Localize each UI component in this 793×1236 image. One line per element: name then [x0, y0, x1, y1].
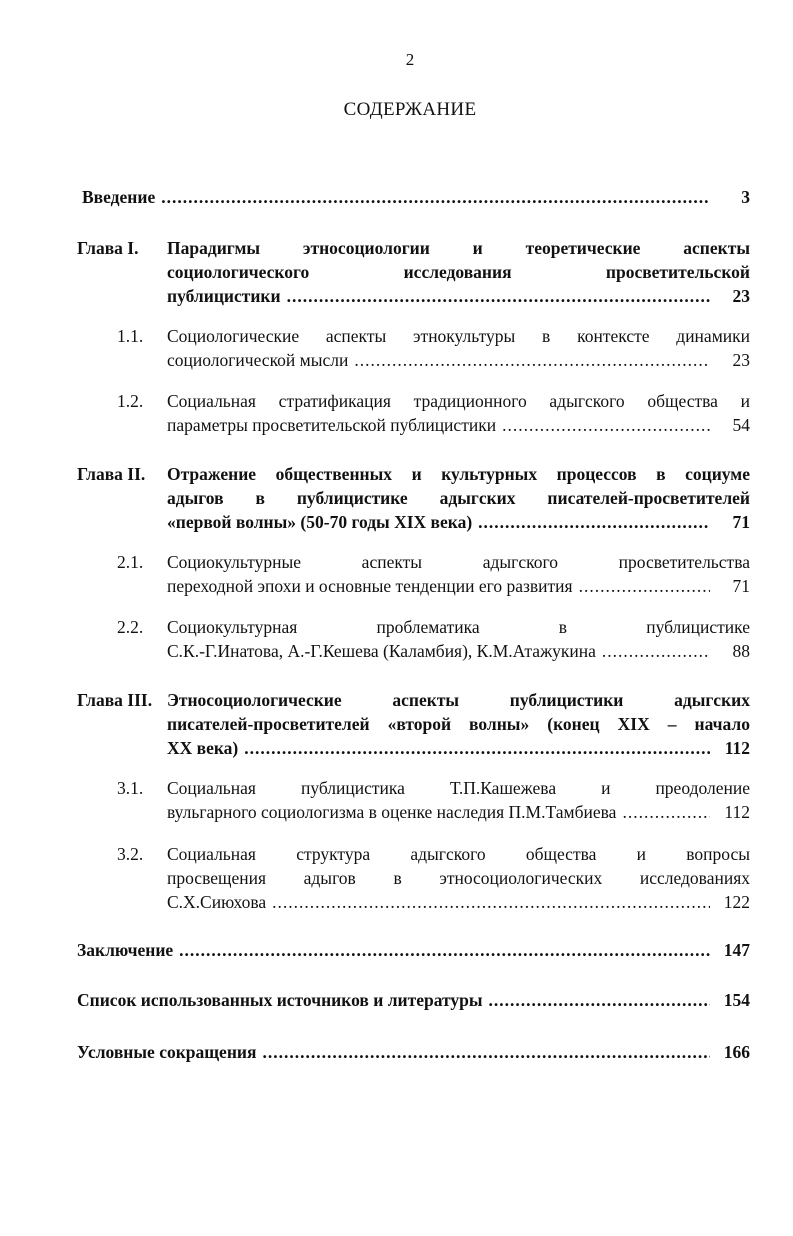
dot-leader	[478, 510, 710, 534]
toc-title-line: Социокультурная проблематика в публицистике	[167, 617, 750, 637]
toc-page-number: 3	[741, 187, 750, 207]
toc-title-line: Отражение общественных и культурных процессов в социуме	[167, 464, 750, 484]
toc-page-number: 71	[732, 576, 750, 596]
dot-leader	[244, 736, 710, 760]
toc-title-line: Парадигмы этносоциологии и теоретические аспекты	[167, 238, 750, 258]
toc-entry-conclusion	[77, 938, 750, 962]
dot-leader	[579, 574, 710, 598]
toc-page-number: 154	[723, 990, 750, 1010]
toc-chapter-1	[77, 236, 750, 308]
toc-title-line: адыгов в публицистике адыгских писателей-просветителей	[167, 488, 750, 508]
dot-leader	[262, 1040, 710, 1064]
page-number: 2	[405, 50, 415, 69]
toc-entry-title: Список использованных источников и литературы	[77, 990, 483, 1010]
section-label: 2.2.	[117, 617, 144, 637]
toc-page-number: 112	[724, 802, 750, 822]
toc-page-number: 88	[732, 641, 750, 661]
toc-title-line: Социальная публицистика Т.П.Кашежева и преодоление	[167, 778, 750, 798]
toc-title-line: параметры просветительской публицистики	[167, 415, 497, 435]
toc-chapter-3	[77, 688, 750, 760]
toc-section-3-1	[117, 776, 750, 824]
toc-section-2-2	[117, 615, 750, 663]
toc-chapter-2	[77, 462, 750, 534]
toc-title-line: Социальная стратификация традиционного адыгского общества и	[167, 391, 750, 411]
toc-page-number: 23	[732, 286, 750, 306]
dot-leader	[502, 413, 710, 437]
toc-title-line: С.К.-Г.Инатова, А.-Г.Кешева (Каламбия), К.М.Атажукина	[167, 641, 596, 661]
toc-section-1-1	[117, 324, 750, 372]
toc-page-number: 54	[732, 415, 750, 435]
dot-leader	[272, 890, 710, 914]
toc-title-line: Этносоциологические аспекты публицистики адыгских	[167, 690, 750, 710]
toc-section-1-2	[117, 389, 750, 437]
chapter-label: Глава I.	[77, 238, 139, 258]
page-title: СОДЕРЖАНИЕ	[343, 99, 477, 120]
toc-page-number: 71	[732, 512, 750, 532]
section-label: 2.1.	[117, 552, 144, 572]
toc-title-line: вульгарного социологизма в оценке наследия П.М.Тамбиева	[167, 802, 617, 822]
toc-section-2-1	[117, 550, 750, 598]
toc-entry-intro	[82, 185, 750, 209]
dot-leader	[179, 938, 710, 962]
toc-title-line: С.Х.Сиюхова	[167, 892, 267, 912]
toc-title-line: публицистики	[167, 286, 281, 306]
toc-title-line: Социокультурные аспекты адыгского просветительства	[167, 552, 750, 572]
toc-title-line: писателей-просветителей «второй волны» (конец XIX – начало	[167, 714, 750, 734]
toc-page-number: 112	[724, 738, 750, 758]
toc-title-line: социологического исследования просветительской	[167, 262, 750, 282]
chapter-label: Глава III.	[77, 690, 153, 710]
section-label: 1.1.	[117, 326, 144, 346]
toc-title-line: XX века)	[167, 738, 239, 758]
section-label: 3.2.	[117, 844, 144, 864]
chapter-label: Глава II.	[77, 464, 146, 484]
dot-leader	[489, 988, 710, 1012]
dot-leader	[354, 348, 710, 372]
dot-leader	[622, 800, 710, 824]
toc-entry-title: Введение	[82, 187, 156, 207]
toc-entry-sources	[77, 988, 750, 1012]
toc-title-line: Социальная структура адыгского общества и вопросы	[167, 844, 750, 864]
toc-entry-title: Условные сокращения	[77, 1042, 257, 1062]
toc-page-number: 147	[723, 940, 750, 960]
toc-page-number: 122	[723, 892, 750, 912]
dot-leader	[602, 639, 710, 663]
toc-entry-abbreviations	[77, 1040, 750, 1064]
toc-title-line: «первой волны» (50-70 годы XIX века)	[167, 512, 473, 532]
section-label: 3.1.	[117, 778, 144, 798]
dot-leader	[161, 185, 710, 209]
dot-leader	[287, 284, 710, 308]
toc-title-line: просвещения адыгов в этносоциологических исследованиях	[167, 868, 750, 888]
toc-title-line: Социологические аспекты этнокультуры в контексте динамики	[167, 326, 750, 346]
toc-entry-title: Заключение	[77, 940, 174, 960]
toc-section-3-2	[117, 842, 750, 914]
toc-page-number: 166	[723, 1042, 750, 1062]
section-label: 1.2.	[117, 391, 144, 411]
toc-title-line: социологической мысли	[167, 350, 349, 370]
toc-title-line: переходной эпохи и основные тенденции его развития	[167, 576, 573, 596]
toc-page-number: 23	[732, 350, 750, 370]
